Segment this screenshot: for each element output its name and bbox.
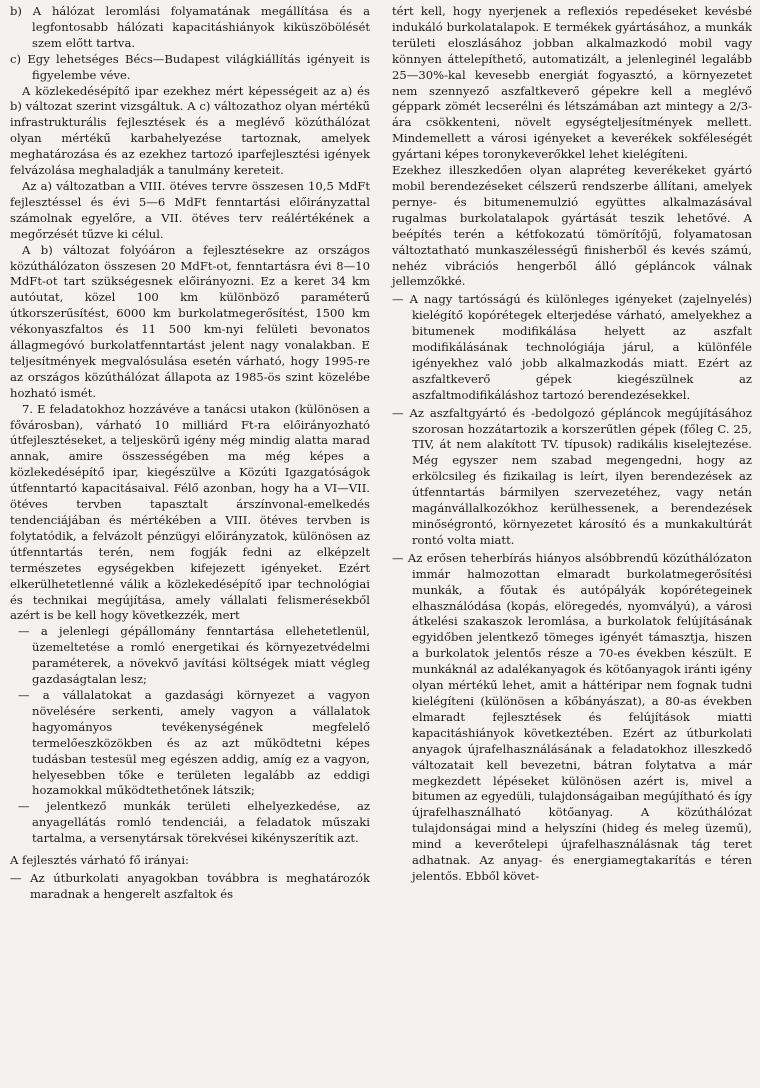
paragraph: Ezekhez illeszkedően olyan alapréteg keverékeket gyártó mobil berendezéseket célszerű rendszerbe állítani, amelyek pernye- és bitumenemulzió együttes alkalmazásával rugalmas burkolatalapok gyártását teszik lehetővé. A beépítés terén a kétfokozatú tömörítőjű, folyamatosan változtatható munkaszélességű finisherből és kevés számú, nehéz vibrációs hengerből álló gépláncok válnak jellemzőkké.	[392, 163, 752, 289]
section-heading: A fejlesztés várható fő irányai:	[10, 853, 189, 868]
list-item: — Az aszfaltgyártó és -bedolgozó gépláncok megújításához szorosan hozzátartozik a korszerűtlen gépek (főleg C. 25, TIV, át nem alakított TV. típusok) radikális kiselejtezése. Még egyszer nem szabad megengedni, hogy az erkölcsileg és fizikailag is leírt, ilyen berendezések az útfenntartás bármilyen szervezetéhez, vagy netán magánvállalkozókhoz kerülhessenek, a berendezések minőségrontó, környezetet károsító és a munkakultúrát rontó volta miatt.	[392, 405, 752, 547]
paragraph: 7. E feladatokhoz hozzávéve a tanácsi utakon (különösen a fővárosban), várható 10 milliárd Ft-ra előirányozható útfejlesztéseket, a teljeskörű igény még mindig alatta marad annak, amire összességében ma még képes a közlekedésépítő ipar, kiegészülve a Közúti Igazgatóságok útfenntartó kapacitásaival. Félő azonban, hogy ha a VI—VII. ötéves tervben tapasztalt árszínvonal-emelkedés tendenciájában és mértékében a VIII. ötéves tervben is folytatódik, a felvázolt pénzügyi előirányzatok, különösen az útfenntartás terén, nem fogják fedni az elképzelt természetes egységekben kifejezett igényeket. Ezért elkerülhetetlenné válik a közlekedésépítő ipar technológiai és technikai megújítása, amely vállalati felismerésekből azért is be kell hogy következzék, mert	[10, 401, 370, 623]
list-item: — A nagy tartósságú és különleges igényeket (zajelnyelés) kielégítő kopórétegek elterjedése várható, amelyekhez a bitumenek modifikálása helyett az aszfalt modifikálásának technológiája járul, a különféle igényekhez való jobb alkalmazkodás miatt. Ezért az aszfaltkeverő gépek kiegészülnek az aszfaltmodifikáláshoz tartozó berendezésekkel.	[392, 292, 752, 402]
list-item: — Az erősen teherbírás hiányos alsóbbrendű közúthálózaton immár halmozottan elmaradt burkolatmegerősítési munkák, a főutak és autópályák kopórétegeinek elhasználódása (kopás, elöregedés, nyomvályú), a városi átkelési szakaszok leromlása, a burkolatok felújításának egyidőben jelentkező tömeges igényét támasztja, hiszen a burkolatok jelentős része a 70-es években készült. E munkáknál az adalékanyagok és kötőanyagok iránti igény olyan mértékű lehet, amit a háttéripar nem fognak tudni kielégíteni (különösen a kőbányászat), a 80-as években elmaradt fejlesztések és felújítások miatti kapacitáshiányok következtében. Ezért az útburkolati anyagok újrafelhasználásának a feladatokhoz illeszkedő változatait kell bevezetni, bátran folytatva a már megkezdett lépéseket különösen azért is, mivel a bitumen az egyedüli, tulajdonságaiban megújítható és így újrafelhasználható kötőanyag. A közúthálózat tulajdonságai mind a helyszíni (hideg és meleg üzemű), mind a keverőtelepi újrafelhasználásnak tág teret adhatnak. Az anyag- és energiamegtakarítás e téren jelentős. Ebből követ-	[392, 550, 752, 883]
paragraph: tért kell, hogy nyerjenek a reflexiós repedéseket kevésbé indukáló burkolatalapok. E termékek gyártásához, a munkák területi eloszlásához jobban alkalmazkodó mobil vagy könnyen áttelepíthető, automatizált, a jelenleginél legalább 25—30%-kal kevesebb energiát fogyasztó, a környezetet nem szennyező aszfaltkeverő gépekre kell a meglévő géppark zömét lecserélni és létszámában azt mintegy a 2/3-ára csökkenteni, növelt egységteljesítmények mellett. Mindemellett a városi igényeket a keverékek sokféleségét gyártani képes toronykeverőkkel lehet kielégíteni.	[392, 4, 752, 162]
paragraph: c) Egy lehetséges Bécs—Budapest világkiállítás igényeit is figyelembe véve.	[10, 51, 370, 82]
left-column	[10, 4, 370, 903]
list-item: — a vállalatokat a gazdasági környezet a vagyon növelésére serkenti, amely vagyon a vállalatok hagyományos tevékenységének megfelelő termelőeszközökben és az azt működtetni képes tudásban testesül meg egészen addig, amíg ez a vagyon, helyesebben tőke e területen legalább az eddigi hozamokkal működtethetőnek látszik;	[18, 687, 370, 798]
list-item: — Az útburkolati anyagokban továbbra is meghatározók maradnak a hengerelt aszfaltok és	[10, 870, 370, 901]
paragraph: Az a) változatban a VIII. ötéves tervre összesen 10,5 MdFt fejlesztéssel és évi 5—6 MdFt fenntartási előirányzattal számolnak egyelőre, a VII. ötéves terv reálértékének a megőrzését tűzve ki célul.	[10, 178, 370, 241]
right-column	[392, 4, 752, 885]
paragraph: A b) változat folyóáron a fejlesztésekre az országos közúthálózaton összesen 20 MdFt-ot, fenntartásra évi 8—10 MdFt-ot tart szükségesnek előirányozni. Ez a keret 34 km autóutat, közel 100 km különböző paraméterű útkorszerűsítést, 6000 km burkolatmegerősítést, 1500 km vékonyaszfaltos és 11 500 km-nyi felületi bevonatos állagmegóvó burkolatfenntartást jelent nagy vonalakban. E teljesítmények megvalósulása esetén várható, hogy 1995-re az országos közúthálózat állapota az 1985-ös szint közelébe hozható ismét.	[10, 242, 370, 400]
paragraph: b) A hálózat leromlási folyamatának megállítása és a legfontosabb hálózati kapacitáshiányok kiküszöbölését szem előtt tartva.	[10, 4, 370, 50]
list-item: — a jelenlegi gépállomány fenntartása ellehetetlenül, üzemeltetése a romló energetikai és környezetvédelmi paraméterek, a növekvő javítási költségek miatt végleg gazdaságtalan lesz;	[18, 624, 370, 687]
list-item: — jelentkező munkák területi elhelyezkedése, az anyagellátás romló tendenciái, a feladatok műszaki tartalma, a versenytársak törekvései kikényszerítik azt.	[18, 799, 370, 846]
paragraph: A közlekedésépítő ipar ezekhez mért képességeit az a) és b) változat szerint vizsgáltuk. A c) változathoz olyan mértékű infrastrukturális fejlesztések és a meglévő közúthálózat olyan mértékű karbahelyezése tartoznak, amelyek meghatározása és az ezekhez tartozó iparfejlesztési igények felvázolása meghaladják a tanulmány kereteit.	[10, 83, 370, 178]
